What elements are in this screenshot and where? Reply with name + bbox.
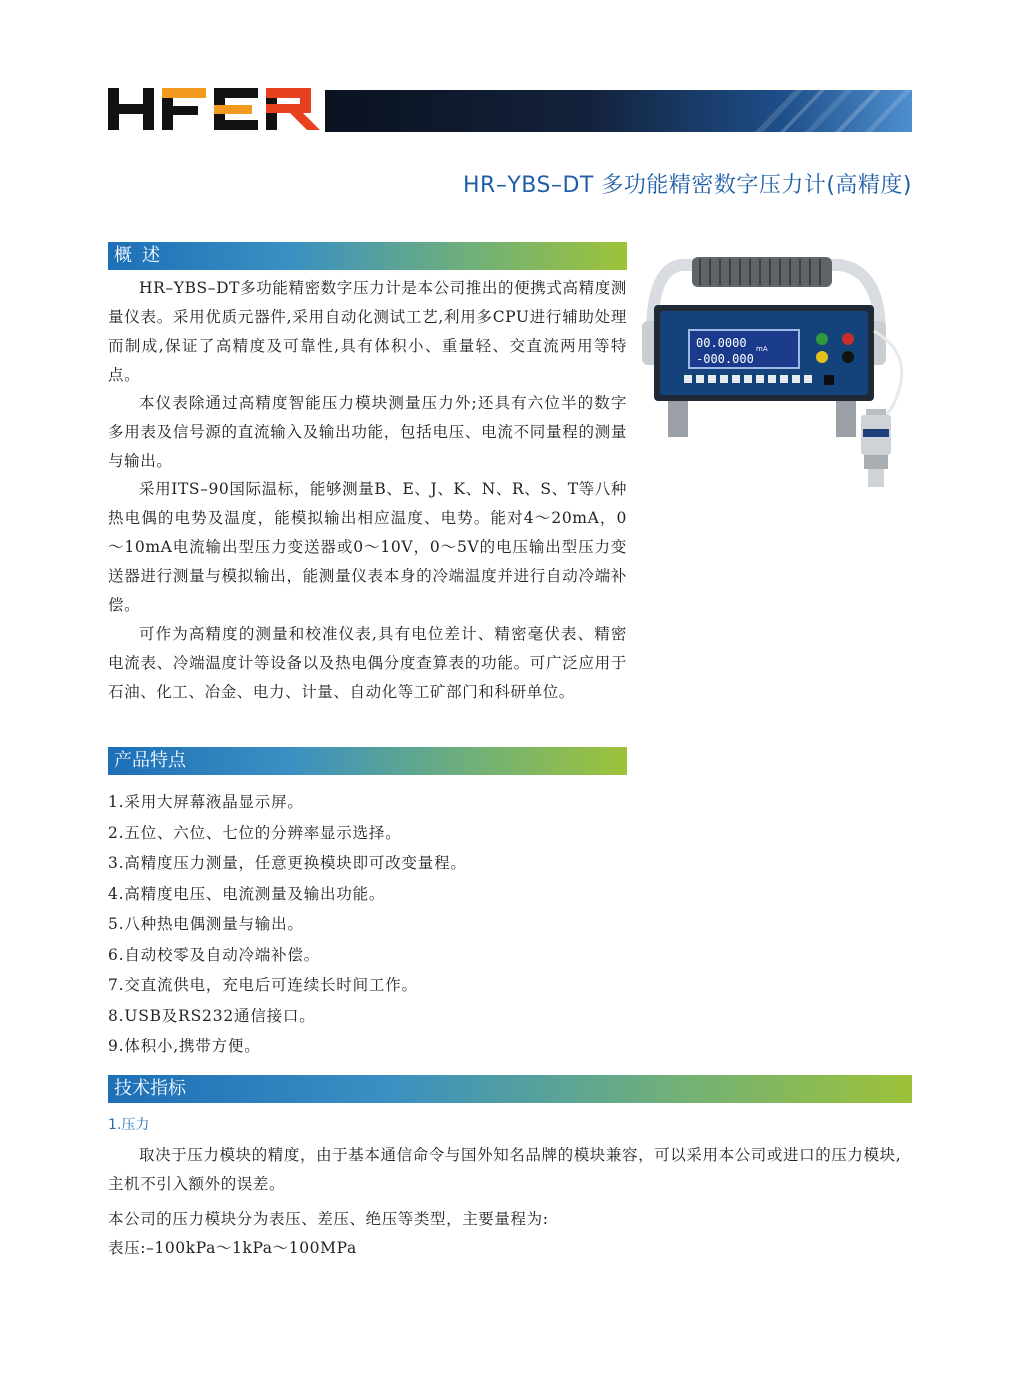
spec-paragraph-1: 取决于压力模块的精度，由于基本通信命令与国外知名品牌的模块兼容，可以采用本公司或进口的压力模块,主机不引入额外的误差。 bbox=[108, 1146, 902, 1193]
list-item: 7.交直流供电，充电后可连续长时间工作。 bbox=[108, 976, 418, 994]
overview-paragraph-1: HR–YBS–DT多功能精密数字压力计是本公司推出的便携式高精度测量仪表。采用优质元器件,采用自动化测试工艺,利用多CPU进行辅助处理而制成,保证了高精度及可靠性,具有体积小、重量轻、交直流两用等特点。 bbox=[108, 279, 627, 384]
list-item: 6.自动校零及自动冷端补偿。 bbox=[108, 945, 320, 964]
feature-list bbox=[108, 787, 467, 1062]
list-item: 8.USB及RS232通信接口。 bbox=[108, 1006, 316, 1025]
overview-paragraph-3: 采用ITS–90国际温标，能够测量B、E、J、K、N、R、S、T等八种热电偶的电势及温度，能模拟输出相应温度、电势。能对4～20mA，0～10mA电流输出型压力变送器或0～10V，0～5V的电压输出型压力变送器进行测量与模拟输出，能测量仪表本身的冷端温度并进行自动冷端补偿。 bbox=[108, 480, 627, 614]
lcd-unit: mA bbox=[756, 345, 768, 353]
list-item: 1.采用大屏幕液晶显示屏。 bbox=[108, 793, 304, 811]
spec-paragraph-3: 表压:–100kPa～1kPa～100MPa bbox=[108, 1239, 357, 1257]
section-heading-specs: 技术指标 bbox=[108, 1075, 912, 1103]
overview-paragraph-2: 本仪表除通过高精度智能压力模块测量压力外;还具有六位半的数字多用表及信号源的直流输入及输出功能，包括电压、电流不同量程的测量与输出。 bbox=[108, 394, 627, 470]
lcd-line-1: 00.0000 bbox=[696, 336, 747, 350]
list-item: 9.体积小,携带方便。 bbox=[108, 1037, 261, 1055]
section-heading-features: 产品特点 bbox=[108, 747, 627, 775]
product-photo bbox=[640, 243, 912, 493]
list-item: 3.高精度压力测量，任意更换模块即可改变量程。 bbox=[108, 854, 467, 872]
spec-paragraph-2: 本公司的压力模块分为表压、差压、绝压等类型，主要量程为: bbox=[108, 1210, 549, 1228]
list-item: 4.高精度电压、电流测量及输出功能。 bbox=[108, 884, 386, 903]
lcd-line-2: -000.000 bbox=[696, 352, 754, 366]
list-item: 2.五位、六位、七位的分辨率显示选择。 bbox=[108, 823, 402, 842]
document-title: HR–YBS–DT 多功能精密数字压力计(高精度) bbox=[463, 173, 912, 198]
header-decorative-band bbox=[325, 90, 912, 132]
overview-paragraph-4: 可作为高精度的测量和校准仪表,具有电位差计、精密毫伏表、精密电流表、冷端温度计等设备以及热电偶分度查算表的功能。可广泛应用于石油、化工、冶金、电力、计量、自动化等工矿部门和科研单位。 bbox=[108, 625, 627, 701]
section-heading-overview: 概述 bbox=[108, 242, 627, 270]
brand-logo bbox=[108, 86, 324, 134]
subheading-pressure: 1.压力 bbox=[108, 1117, 150, 1133]
list-item: 5.八种热电偶测量与输出。 bbox=[108, 915, 304, 933]
